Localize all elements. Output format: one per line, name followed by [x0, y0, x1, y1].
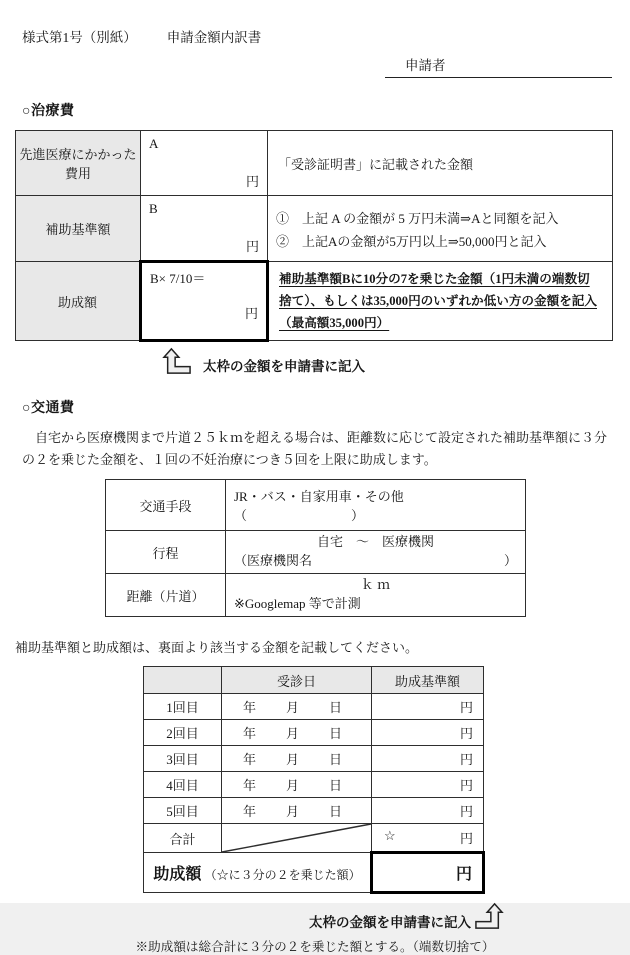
- visit-2-amount: 円: [372, 720, 484, 746]
- applicant-label: 申請者: [405, 58, 446, 73]
- yen-unit: 円: [245, 239, 259, 254]
- year-label: 年: [242, 778, 256, 794]
- visit-4-amount: 円: [372, 772, 484, 798]
- yen-unit: 円: [245, 174, 259, 189]
- form-number-label: 様式第1号（別紙）: [22, 30, 137, 45]
- yen-unit: 円: [459, 831, 473, 847]
- table-row: [106, 574, 526, 617]
- month-label: 月: [285, 726, 299, 742]
- distance-value: [226, 574, 526, 617]
- itinerary-value: [226, 531, 526, 574]
- day-label: 日: [328, 726, 342, 742]
- visit-3-amount: 円: [372, 746, 484, 772]
- row-label-transport-means: 交通手段: [106, 480, 226, 531]
- year-label: 年: [242, 700, 256, 716]
- amount-field-a: [141, 131, 268, 196]
- table-header-row: [144, 667, 484, 694]
- year-label: 年: [242, 804, 256, 820]
- note-b-rules: [268, 196, 613, 262]
- form-header: [0, 0, 630, 46]
- table-row-total: [144, 824, 484, 853]
- visit-3-label: 3回目: [144, 746, 222, 772]
- row-label-distance-one-way: 距離（片道）: [106, 574, 226, 617]
- day-label: 日: [328, 804, 342, 820]
- total-date-strikethrough-cell: [222, 824, 372, 853]
- visit-5-label: 5回目: [144, 798, 222, 824]
- up-arrow-right-icon: [475, 902, 503, 930]
- page-title: 申請金額内訳書: [166, 30, 262, 45]
- amount-field-b: [141, 196, 268, 262]
- year-label: 年: [242, 726, 256, 742]
- section-title-transport-cost: ○交通費: [22, 401, 75, 417]
- month-label: 月: [285, 804, 299, 820]
- visit-2-label: 2回目: [144, 720, 222, 746]
- header-visit-date: 受診日: [222, 667, 372, 694]
- itinerary-route: 自宅 ～ 医療機関: [316, 534, 434, 550]
- grant-label: 助成額: [153, 866, 202, 884]
- transport-description: 自宅から医療機関まで片道２５ｋｍを超える場合は、距離数に応じて設定された補助基準額に３分の２を乗じた金額を、１回の不妊治療につき５回を上限に助成します。: [22, 430, 608, 468]
- table-row: [16, 196, 613, 262]
- month-label: 月: [285, 778, 299, 794]
- table-row: [106, 480, 526, 531]
- visit-4-label: 4回目: [144, 772, 222, 798]
- applicant-signature-line: [385, 54, 612, 78]
- total-amount-cell: [372, 824, 484, 853]
- month-label: 月: [285, 700, 299, 716]
- day-label: 日: [328, 752, 342, 768]
- table-row: [144, 746, 484, 772]
- grant-amount-bold-box: [372, 853, 484, 893]
- note-rule-1: ① 上記 A の金額が 5 万円未満⇒Aと同額を記入: [276, 210, 559, 226]
- note-grant-calculation: [268, 262, 613, 341]
- year-label: 年: [242, 752, 256, 768]
- total-label: 合計: [144, 824, 222, 853]
- table-row: [144, 694, 484, 720]
- note-certificate-amount: 「受診証明書」に記載された金額: [268, 131, 613, 196]
- note-rule-2: ② 上記Aの金額が5万円以上⇒50,000円と記入: [276, 233, 547, 249]
- amount-code-b: B: [149, 201, 158, 216]
- grant-sub-label: （☆に３分の２を乗じた額）: [204, 868, 361, 883]
- note-grant-calculation-text: 補助基準額Bに10分の7を乗じた金額（1円未満の端数切捨て）、もしくは35,000円のいずれか低い方の金額を記入（最高額35,000円）: [279, 272, 597, 331]
- visit-5-amount: 円: [372, 798, 484, 824]
- header-standard-amount: 助成基準額: [372, 667, 484, 694]
- row-label-subsidy-standard-amount: 補助基準額: [16, 196, 141, 262]
- header-empty-cell: [144, 667, 222, 694]
- section-title-treatment-cost: ○治療費: [22, 104, 75, 119]
- month-label: 月: [285, 752, 299, 768]
- table-row: [144, 798, 484, 824]
- bold-box-instruction-2-text: 太枠の金額を申請書に記入: [309, 915, 471, 931]
- yen-unit: 円: [455, 866, 472, 884]
- visit-5-date: [222, 798, 372, 824]
- visit-3-date: [222, 746, 372, 772]
- day-label: 日: [328, 778, 342, 794]
- table-row: [144, 772, 484, 798]
- visits-table: [143, 666, 485, 894]
- back-side-instruction: 補助基準額と助成額は、裏面より該当する金額を記載してください。: [15, 640, 419, 656]
- row-label-itinerary: 行程: [106, 531, 226, 574]
- visit-4-date: [222, 772, 372, 798]
- formula-b-times-7-10: B× 7/10＝: [150, 271, 206, 286]
- visit-1-date: [222, 694, 372, 720]
- up-arrow-left-icon: [163, 347, 191, 375]
- diagonal-line: [222, 824, 371, 852]
- googlemap-note: ※Googlemap 等で計測: [234, 596, 361, 612]
- visit-1-amount: 円: [372, 694, 484, 720]
- bold-box-instruction-1: [163, 347, 630, 375]
- treatment-cost-table: [15, 130, 613, 342]
- medical-institution-name-label: （医療機関名: [234, 553, 313, 569]
- table-row: [16, 131, 613, 196]
- star-marker: ☆: [384, 828, 396, 844]
- km-unit: ｋ ｍ: [360, 577, 391, 593]
- closing-paren: ）: [503, 553, 517, 569]
- bold-box-instruction-2: [0, 902, 503, 931]
- amount-code-a: A: [149, 136, 159, 151]
- table-row-grant: [144, 853, 484, 893]
- transport-means-value: JR・バス・自家用車・その他（ ）: [226, 480, 526, 531]
- grant-amount-bold-box: [141, 262, 268, 341]
- visit-1-label: 1回目: [144, 694, 222, 720]
- rounding-footnote: ※助成額は総合計に３分の２を乗じた額とする。（端数切捨て）: [135, 940, 495, 955]
- visit-2-date: [222, 720, 372, 746]
- yen-unit: 円: [244, 306, 258, 321]
- grant-row-label: [144, 853, 372, 893]
- table-row: [106, 531, 526, 574]
- table-row: [144, 720, 484, 746]
- bold-box-instruction-1-text: 太枠の金額を申請書に記入: [203, 359, 365, 375]
- transport-details-table: [105, 479, 526, 617]
- day-label: 日: [328, 700, 342, 716]
- row-label-grant-amount: 助成額: [16, 262, 141, 341]
- row-label-advanced-medical-cost: 先進医療にかかった費用: [16, 131, 141, 196]
- table-row: [16, 262, 613, 341]
